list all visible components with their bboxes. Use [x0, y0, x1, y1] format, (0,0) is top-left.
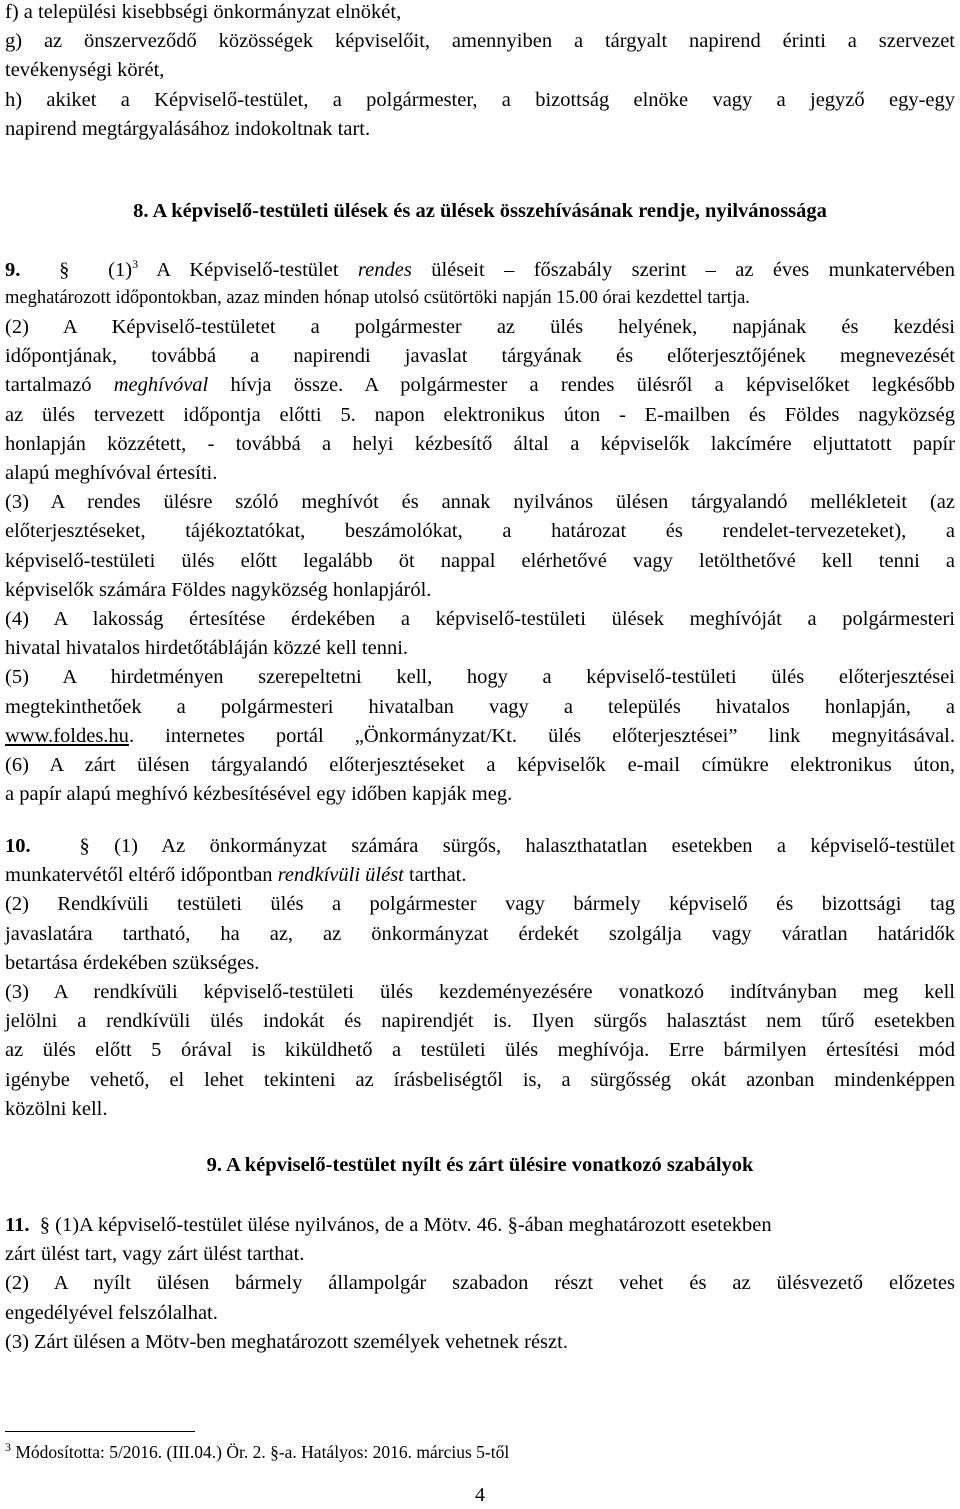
para9-line6: az ülés tervezett időpontja előtti 5. napon elektronikus úton - E-mailben és Földes nagyközség: [5, 403, 955, 426]
list-item-h: h) akiket a Képviselő-testület, a polgármester, a bizottság elnöke vagy a jegyző egy-egy: [5, 88, 955, 111]
list-block-fgh: [5, 0, 955, 144]
para10-italic-rendkivuli: rendkívüli ülést: [277, 864, 404, 887]
para10-line4: javaslatára tartható, ha az, az önkormányzat érdekét szolgálja vagy váratlan határidők: [5, 922, 955, 945]
para9-text: hívja össze. A polgármester a rendes ülésről a képviselőket legkésőbb: [208, 374, 955, 397]
para9-line3: (2) A Képviselő-testületet a polgármester az ülés helyének, napjának és kezdési: [5, 316, 955, 338]
footnote: [5, 1442, 509, 1463]
para9-italic-meghivo: meghívóval: [113, 374, 209, 397]
para9-line9: (3) A rendes ülésre szóló meghívót és annak nyilvános ülésen tárgyalandó mellékleteit (az: [5, 491, 955, 514]
list-item-g-cont: tevékenységi körét,: [5, 59, 165, 82]
para10-line6: (3) A rendkívüli képviselő-testületi ülés kezdeményezésére vonatkozó indítványban meg kell: [5, 981, 955, 1004]
para10-text: (1) Az önkormányzat számára sürgős, halaszthatatlan esetekben a képviselő-testület: [89, 835, 955, 857]
para11-line4: engedélyével felszólalhat.: [5, 1301, 218, 1324]
para9-number: 9.: [5, 259, 21, 281]
section-8-heading: 8. A képviselő-testületi ülések és az ülések összehívásának rendje, nyilvánossága: [133, 200, 827, 222]
footnote-reference[interactable]: 3: [132, 257, 139, 272]
para9-line15: (5) A hirdetményen szerepeltetni kell, hogy a képviselő-testületi ülés előterjesztései: [5, 666, 955, 689]
para10-line8: az ülés előtt 5 órával is kiküldhető a testületi ülés meghívója. Erre bármilyen értesítési mód: [5, 1039, 955, 1062]
section-sign: §: [79, 835, 90, 857]
paragraph-9-cont: [5, 313, 955, 809]
paragraph-9: [5, 256, 955, 313]
section-sign: §: [39, 1214, 50, 1236]
para9-line1: [5, 256, 955, 285]
para10-line1: [5, 832, 955, 861]
footnote-divider: [5, 1431, 195, 1432]
para10-line9: igénybe vehető, el lehet tekinteni az írásbeliségtől is, a sürgősség okát azonban mindenképpen: [5, 1068, 955, 1091]
para9-text: üléseit – főszabály szerint – az éves munkatervében: [411, 259, 956, 281]
para10-line5: betartása érdekében szükséges.: [5, 951, 260, 974]
para10-text: munkatervétől eltérő időpontban: [5, 864, 278, 887]
para9-line13: (4) A lakosság értesítése érdekében a képviselő-testületi ülések meghívóját a polgármesteri: [5, 608, 955, 631]
list-item-g: g) az önszerveződő közösségek képviselőit, amennyiben a tárgyalt napirend érinti a szervezet: [5, 30, 955, 53]
para10-line10: közölni kell.: [5, 1097, 108, 1120]
para9-italic-rendes: rendes: [357, 259, 412, 281]
para9-text: tartalmazó: [5, 374, 114, 397]
para9-sub1-label: (1): [108, 259, 133, 281]
para10-line2: [5, 861, 955, 890]
para11-line5: (3) Zárt ülésen a Mötv-ben meghatározott személyek vehetnek részt.: [5, 1330, 568, 1353]
para9-line5: [5, 371, 955, 400]
para10-line7: jelölni a rendkívüli ülés indokát és napirendjét is. Ilyen sürgős halasztást nem tűrő esetekben: [5, 1010, 955, 1033]
website-link[interactable]: www.foldes.hu: [5, 724, 129, 747]
paragraph-11: [5, 1211, 955, 1357]
para9-line7: honlapján közzétett, - továbbá a helyi kézbesítő által a képviselők lakcímére eljuttatott papír: [5, 432, 955, 455]
footnote-mark: 3: [5, 1440, 11, 1455]
section-sign: §: [507, 1214, 518, 1236]
para9-line2: meghatározott időpontokban, azaz minden hónap utolsó csütörtöki napján 15.00 órai kezdettel tartja.: [5, 288, 750, 309]
para10-number: 10.: [5, 835, 31, 857]
para9-line4: időpontjának, továbbá a napirendi javaslat tárgyának és előterjesztőjének megnevezését: [5, 345, 955, 368]
para9-line17: [5, 722, 955, 751]
list-item-h-cont: napirend megtárgyalásához indokoltnak tart.: [5, 117, 371, 140]
para9-line10: előterjesztéseket, tájékoztatókat, beszámolókat, a határozat és rendelet-tervezeteket), a: [5, 520, 955, 543]
para9-text: . internetes portál „Önkormányzat/Kt. ülés előterjesztései” link megnyitásával.: [128, 724, 955, 747]
list-item-f: f) a települési kisebbségi önkormányzat elnökét,: [5, 1, 402, 23]
para11-text: -ában meghatározott esetekben: [517, 1214, 772, 1236]
para9-line8: alapú meghívóval értesíti.: [5, 462, 218, 485]
paragraph-10: [5, 832, 955, 1124]
para11-line2: zárt ülést tart, vagy zárt ülést tarthat.: [5, 1243, 305, 1266]
para11-line3: (2) A nyílt ülésen bármely állampolgár szabadon részt vehet és az ülésvezető előzetes: [5, 1272, 955, 1295]
para11-line1: [5, 1211, 955, 1240]
para9-line12: képviselők számára Földes nagyközség honlapjáról.: [5, 578, 432, 601]
para9-line11: képviselő-testületi ülés előtt legalább öt nappal elérhetővé vagy letölthetővé kell tenni a: [5, 549, 955, 572]
section-sign: §: [59, 259, 70, 281]
para10-text: tarthat.: [403, 864, 467, 887]
para9-line19: a papír alapú meghívó kézbesítésével egy időben kapják meg.: [5, 783, 513, 806]
para11-number: 11.: [5, 1214, 30, 1236]
para10-line3: (2) Rendkívüli testületi ülés a polgármester vagy bármely képviselő és bizottsági tag: [5, 893, 955, 916]
para11-text: (1)A képviselő-testület ülése nyilvános, de a Mötv. 46.: [50, 1214, 508, 1236]
section-9-heading: 9. A képviselő-testület nyílt és zárt ülésire vonatkozó szabályok: [206, 1154, 754, 1176]
para9-text: A Képviselő-testület: [138, 259, 358, 281]
page-number: 4: [475, 1484, 485, 1506]
footnote-text: Módosította: 5/2016. (III.04.) Ör. 2. §-a. Hatályos: 2016. március 5-től: [11, 1442, 510, 1462]
para9-line14: hivatal hivatalos hirdetőtábláján közzé kell tenni.: [5, 637, 409, 660]
para9-line18: (6) A zárt ülésen tárgyalandó előterjesztéseket a képviselők e-mail címükre elektronikus úton,: [5, 754, 955, 777]
para9-line16: megtekinthetőek a polgármesteri hivatalban vagy a település hivatalos honlapján, a: [5, 695, 955, 718]
